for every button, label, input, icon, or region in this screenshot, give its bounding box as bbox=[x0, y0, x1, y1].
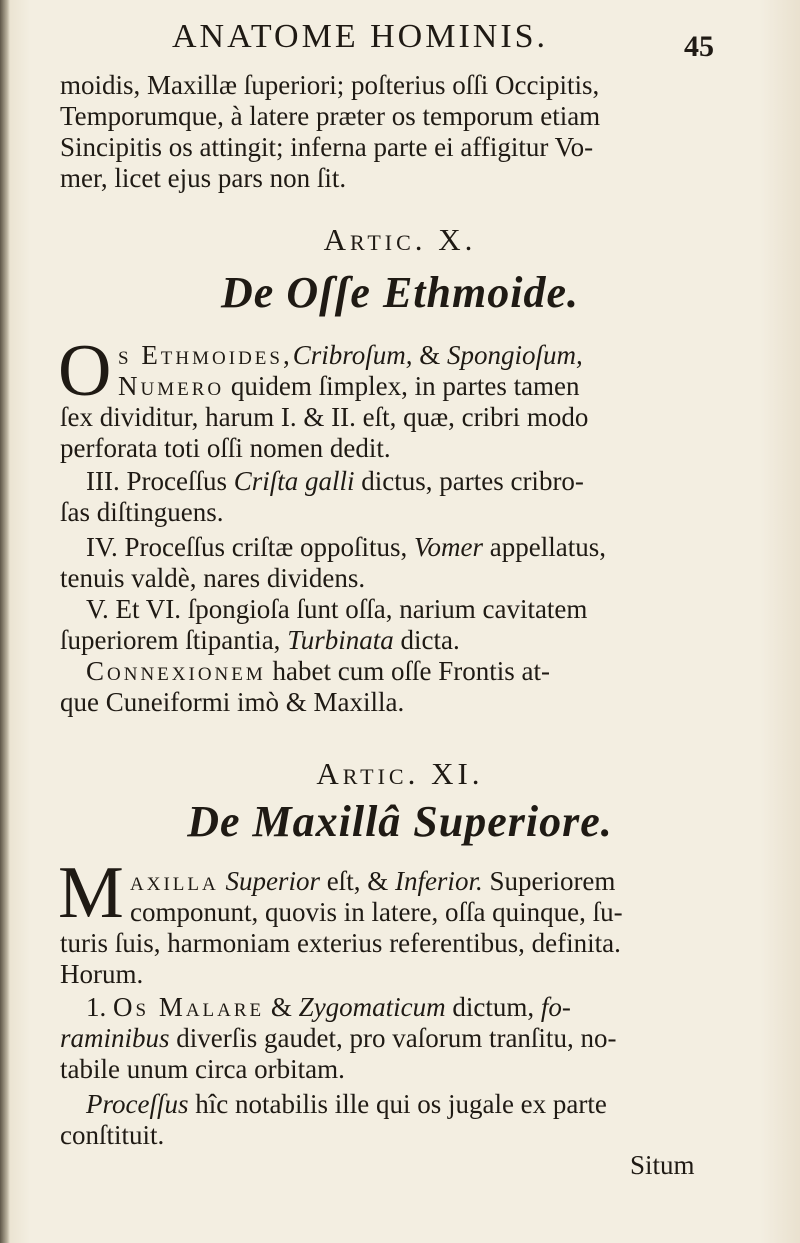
text-span: dictum, bbox=[445, 992, 541, 1022]
section-title: De Oſſe Ethmoide. bbox=[221, 268, 579, 317]
conjunction: & bbox=[412, 340, 448, 370]
italic-term: Spongioſum, bbox=[447, 340, 583, 370]
small-caps-text: Numero bbox=[118, 371, 225, 401]
drop-cap: M bbox=[58, 852, 124, 934]
text-span: appellatus, bbox=[483, 532, 606, 562]
italic-term: fo- bbox=[540, 992, 571, 1022]
intro-line: moidis, Maxillæ ſuperiori; poſterius oſſi Occipitis, bbox=[60, 70, 600, 100]
italic-term: Proceſſus bbox=[86, 1089, 189, 1119]
running-title: ANATOME HOMINIS. bbox=[172, 18, 549, 55]
text-span: Superiorem bbox=[482, 866, 616, 896]
italic-term: Inferior. bbox=[394, 866, 483, 896]
italic-term: raminibus bbox=[60, 1023, 170, 1053]
catchword: Situm bbox=[630, 1150, 695, 1180]
paragraph-line bbox=[86, 656, 736, 686]
paragraph-line: V. Et VI. ſpongioſa ſunt oſſa, narium cavitatem bbox=[86, 594, 588, 624]
italic-term: Vomer bbox=[414, 532, 483, 562]
italic-term: Criſta galli bbox=[233, 466, 355, 496]
section-title: De Maxillâ Superiore. bbox=[187, 797, 613, 846]
paragraph-line: Horum. bbox=[60, 959, 144, 989]
text-span: IV. Proceſſus criſtæ oppoſitus, bbox=[86, 532, 414, 562]
small-caps-text: Os Malare bbox=[113, 992, 265, 1022]
drop-cap: O bbox=[58, 330, 112, 412]
paragraph-line: ſex dividitur, harum I. & II. eſt, quæ, cribri modo bbox=[60, 402, 589, 432]
paragraph-line bbox=[118, 371, 708, 401]
text-span: hîc notabilis ille qui os jugale ex parte bbox=[188, 1089, 607, 1119]
article-heading: Artic. X. bbox=[323, 222, 477, 257]
text-span: dictus, partes cribro- bbox=[354, 466, 584, 496]
text-span: quidem ſimplex, in partes tamen bbox=[224, 371, 580, 401]
text-span: habet cum oſſe Frontis at- bbox=[265, 656, 550, 686]
article-heading: Artic. XI. bbox=[316, 756, 484, 791]
italic-term: Cribroſum, bbox=[292, 340, 413, 370]
text-span: III. Proceſſus bbox=[86, 466, 234, 496]
intro-line: Temporumque, à latere præter os temporum etiam bbox=[60, 101, 601, 131]
paragraph-line bbox=[86, 532, 736, 562]
paragraph-line bbox=[118, 340, 708, 370]
paragraph-line bbox=[130, 866, 710, 896]
paragraph-line bbox=[86, 1089, 736, 1119]
page-gutter bbox=[0, 0, 10, 1243]
paragraph-line bbox=[86, 992, 736, 1022]
text-span: & bbox=[264, 992, 299, 1022]
small-caps-text: s Ethmoides, bbox=[118, 340, 293, 370]
paragraph-line: conſtituit. bbox=[60, 1120, 165, 1150]
paragraph-line: componunt, quovis in latere, oſſa quinque, ſu- bbox=[130, 897, 623, 927]
paragraph-line: perforata toti oſſi nomen dedit. bbox=[60, 433, 391, 463]
text-span: ſuperiorem ſtipantia, bbox=[60, 625, 288, 655]
text-span: eſt, & bbox=[319, 866, 395, 896]
page-number: 45 bbox=[684, 30, 714, 63]
text-span: diverſis gaudet, pro vaſorum tranſitu, no- bbox=[169, 1023, 617, 1053]
italic-term: Zygomaticum bbox=[298, 992, 446, 1022]
paragraph-line: turis ſuis, harmoniam exterius referentibus, definita. bbox=[60, 928, 621, 958]
text-span: dicta. bbox=[393, 625, 460, 655]
paragraph-line bbox=[60, 625, 710, 655]
small-caps-text: Connexionem bbox=[86, 656, 266, 686]
paragraph-line: tenuis valdè, nares dividens. bbox=[60, 563, 366, 593]
italic-term: Superior bbox=[218, 866, 320, 896]
text-span: 1. bbox=[86, 992, 113, 1022]
paragraph-line: ſas diſtinguens. bbox=[60, 497, 224, 527]
intro-line: mer, licet ejus pars non ſit. bbox=[60, 163, 347, 193]
small-caps-text: axilla bbox=[130, 866, 219, 896]
page-header bbox=[0, 18, 800, 68]
paragraph-line bbox=[86, 466, 736, 496]
paragraph-line: tabile unum circa orbitam. bbox=[60, 1054, 345, 1084]
intro-line: Sincipitis os attingit; inferna parte ei affigitur Vo- bbox=[60, 132, 594, 162]
paragraph-line: que Cuneiformi imò & Maxilla. bbox=[60, 687, 405, 717]
italic-term: Turbinata bbox=[287, 625, 394, 655]
paragraph-line bbox=[60, 1023, 710, 1053]
